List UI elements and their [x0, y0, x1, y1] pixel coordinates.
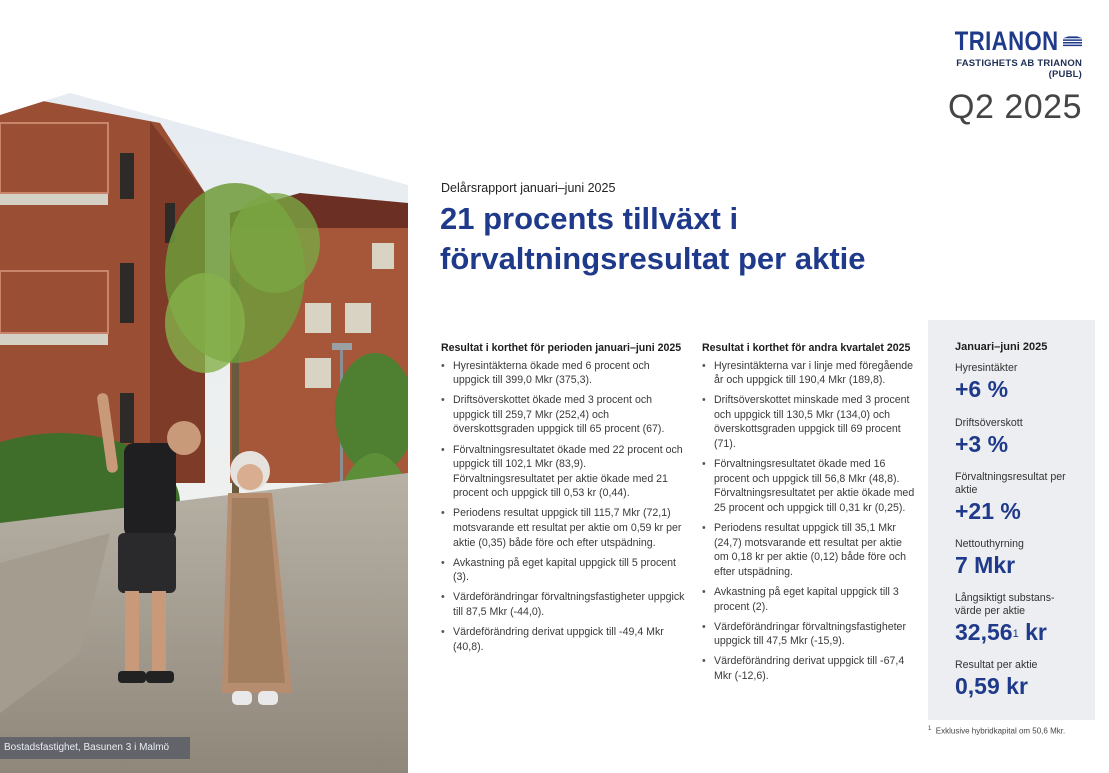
footnote [928, 726, 1065, 736]
kpi-label: Förvaltningsresultat per aktie [955, 471, 1066, 496]
period-summary-list [441, 359, 687, 655]
kpi-management-result [955, 471, 1075, 525]
list-item: • Hyresintäkterna ökade med 6 procent och uppgick till 399,0 Mkr (375,3). [441, 359, 687, 388]
kpi-value: +21 % [955, 498, 1021, 524]
kpi-label: Hyresintäkter [955, 362, 1018, 374]
quarter-label: Q2 2025 [948, 88, 1082, 126]
report-headline: 21 procents tillväxt i förvaltningsresultat per aktie [440, 201, 866, 276]
kpi-label: Resultat per aktie [955, 659, 1038, 671]
kpi-net-leasing [955, 538, 1024, 579]
quarter-summary-list [702, 359, 916, 684]
list-item: • Förvaltningsresultatet ökade med 16 procent och uppgick till 56,8 Mkr (48,8). Förvaltningsresultatet per aktie ökade med 25 procent och uppgick till 0,31 kr (0,25). [702, 457, 916, 515]
list-item: • Periodens resultat uppgick till 35,1 Mkr (24,7) motsvarande ett resultat per aktie om 0,18 kr per aktie (0,12) både före och efter utspädning. [702, 521, 916, 579]
quarter-summary-heading: Resultat i korthet för andra kvartalet 2025 [702, 342, 911, 354]
list-item: • Hyresintäkterna var i linje med föregående år och uppgick till 190,4 Mkr (189,8). [702, 359, 916, 388]
list-item: • Värdeförändringar förvaltningsfastigheter uppgick till 87,5 Mkr (-44,0). [441, 590, 687, 619]
logo-stripes-icon [1063, 27, 1083, 57]
kpi-value [955, 618, 1070, 646]
kpi-value: +3 % [955, 431, 1009, 457]
kpi-label: Långsiktigt substans-värde per aktie [955, 592, 1055, 617]
kpi-value: +6 % [955, 376, 1009, 402]
list-item: • Värdeförändringar förvaltningsfastigheter uppgick till 47,5 Mkr (-15,9). [702, 620, 916, 649]
kpi-rental-income [955, 362, 1017, 403]
footnote-marker: 1 [1012, 628, 1019, 640]
kpi-label: Nettouthyrning [955, 538, 1024, 550]
list-item: • Värdeförändring derivat uppgick till -67,4 Mkr (-12,6). [702, 654, 916, 683]
list-item: • Avkastning på eget kapital uppgick till 5 procent (3). [441, 556, 687, 585]
photo-caption: Bostadsfastighet, Basunen 3 i Malmö [0, 737, 190, 759]
kpi-eps [955, 659, 1037, 700]
period-summary-heading: Resultat i korthet för perioden januari–juni 2025 [441, 342, 682, 354]
report-subtitle: Delårsrapport januari–juni 2025 [441, 181, 616, 195]
kpi-value: 7 Mkr [955, 552, 1016, 578]
kpi-value: 0,59 kr [955, 673, 1028, 699]
kpi-value-number: 32,56 [955, 619, 1013, 645]
list-item: • Förvaltningsresultatet ökade med 22 procent och uppgick till 102,1 Mkr (83,9). Förvaltningsresultatet per aktie ökade med 21 procent och uppgick till 0,53 kr (0,44). [441, 443, 687, 501]
logo-subtitle: FASTIGHETS AB TRIANON (PUBL) [956, 58, 1082, 80]
kpi-panel [928, 320, 1095, 720]
cover-photo [0, 93, 408, 773]
footnote-text: Exklusive hybridkapital om 50,6 Mkr. [935, 726, 1066, 736]
list-item: • Värdeförändring derivat uppgick till -49,4 Mkr (40,8). [441, 625, 687, 654]
logo-wordmark: TRIANON [954, 26, 1059, 56]
kpi-nav-per-share [955, 592, 1070, 646]
quarter-summary [702, 341, 916, 689]
kpi-operating-surplus [955, 417, 1023, 458]
kpi-panel-title: Januari–juni 2025 [955, 341, 1048, 353]
kpi-label: Driftsöverskott [955, 417, 1023, 429]
kpi-value-unit: kr [1018, 619, 1047, 645]
period-summary [441, 341, 687, 660]
company-logo [932, 26, 1082, 80]
list-item: • Driftsöverskottet ökade med 3 procent och uppgick till 259,7 Mkr (252,4) och överskottsgraden uppgick till 65 procent (67). [441, 393, 687, 437]
list-item: • Periodens resultat uppgick till 115,7 Mkr (72,1) motsvarande ett resultat per aktie om 0,59 kr per aktie (0,35) både före och efter utspädning. [441, 506, 687, 550]
footnote-marker: 1 [928, 726, 932, 732]
list-item: • Avkastning på eget kapital uppgick till 3 procent (2). [702, 585, 916, 614]
list-item: • Driftsöverskottet minskade med 3 procent och uppgick till 130,5 Mkr (134,0) och överskottsgraden uppgick till 69 procent (71). [702, 393, 916, 451]
